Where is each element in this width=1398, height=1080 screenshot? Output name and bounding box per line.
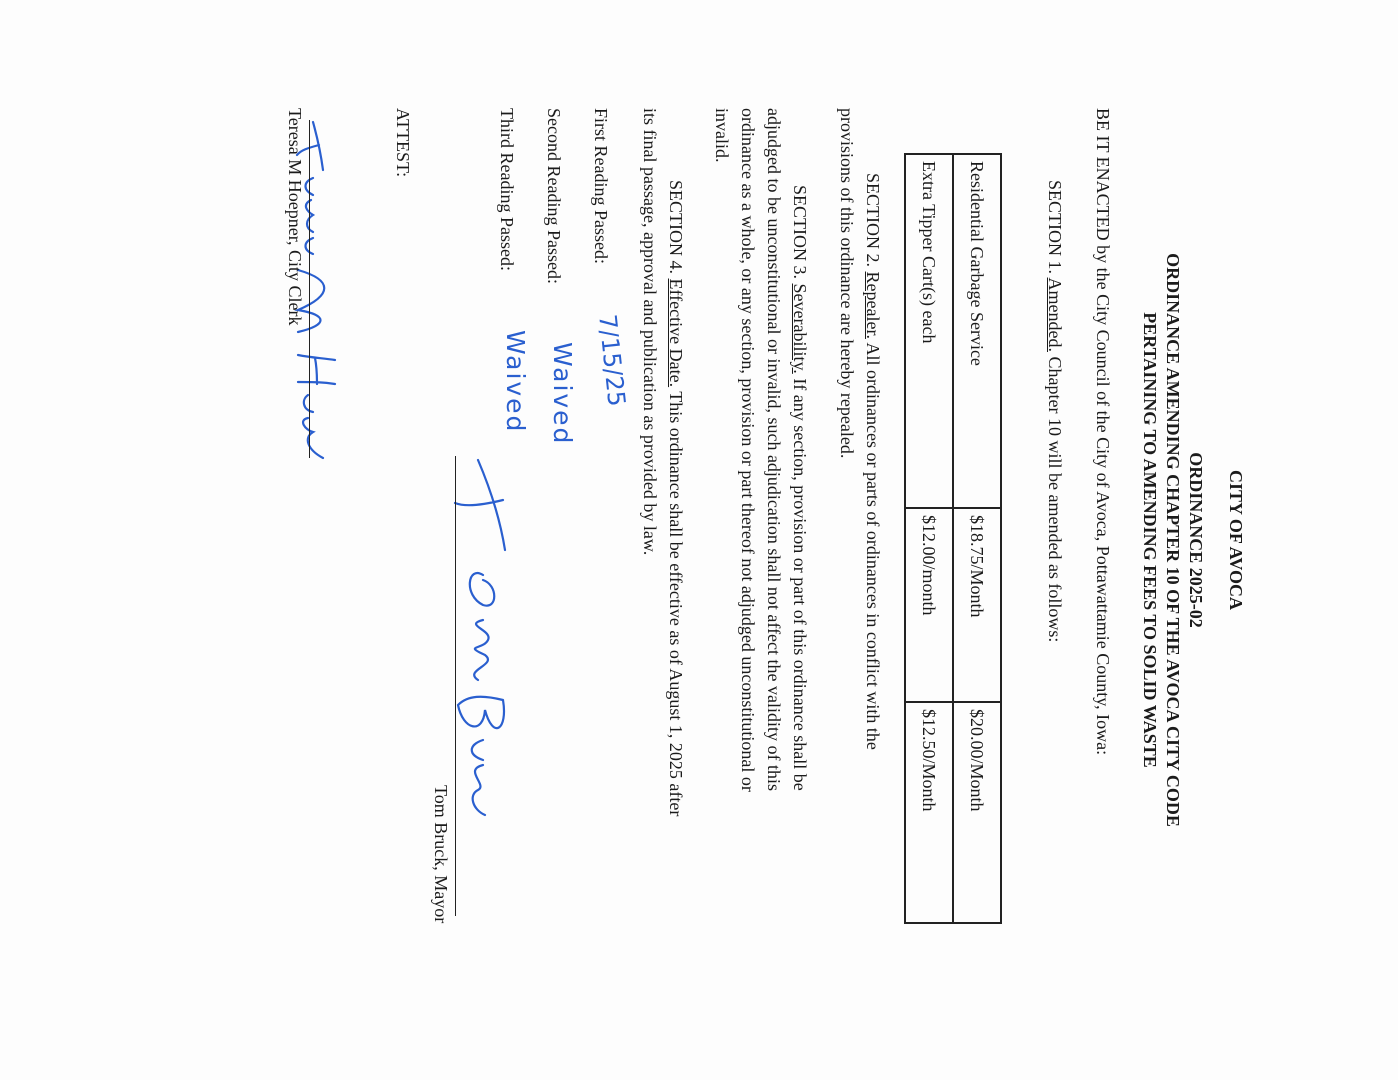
fee-old: $18.75/Month [953,508,1001,702]
section-4-label: SECTION 4. [666,180,686,274]
first-reading-date: 7/15/25 [593,312,631,408]
fee-new: $20.00/Month [953,702,1001,923]
fee-old: $12.00/month [905,508,953,702]
section-4-heading: Effective Date. [666,278,686,388]
section-1-heading: Amended. [1045,277,1065,352]
section-3-label: SECTION 3. [790,185,810,279]
section-3-line-4: invalid. [712,108,732,163]
clerk-caption: Teresa M Hoepner, City Clerk [285,108,305,326]
section-4 [663,180,689,816]
table-row [905,154,953,923]
section-3-line-1: If any section, provision or part of this ordinance shall be [790,378,810,791]
second-reading-label: Second Reading Passed: [544,108,564,284]
city-heading: CITY OF AVOCA [1226,470,1246,610]
section-3-line-2: adjudged to be unconstitutional or invalid, such adjudication shall not affect the validity of this [764,108,784,792]
table-row [953,154,1001,923]
mayor-caption: Tom Bruck, Mayor [431,785,451,924]
fee-table [904,153,1002,924]
section-2 [860,173,886,750]
section-1-text: Chapter 10 will be amended as follows: [1045,356,1065,643]
section-2-label: SECTION 2. [863,173,883,267]
section-2-heading: Repealer. [863,271,883,339]
clerk-signature-line [309,120,310,458]
fee-item: Extra Tipper Cart(s) each [905,154,953,508]
section-2-line-1: All ordinances or parts of ordinances in conflict with the [863,342,883,750]
section-1-label: SECTION 1. [1045,180,1065,274]
attest-label: ATTEST: [393,108,413,178]
first-reading-label: First Reading Passed: [591,108,611,264]
section-3-line-3: ordinance as a whole, or any section, provision or part thereof not adjudged unconstitutional or [738,108,758,792]
mayor-signature-drawing [453,455,513,825]
section-4-line-2: its final passage, approval and publication as provided by law. [640,108,660,556]
third-reading-label: Third Reading Passed: [497,108,517,271]
section-4-line-1: This ordinance shall be effective as of August 1, 2025 after [666,391,686,817]
section-2-line-2: provisions of this ordinance are hereby repealed. [837,108,857,459]
ordinance-title-line-1: ORDINANCE AMENDING CHAPTER 10 OF THE AVOCA CITY CODE [1163,253,1183,827]
fee-new: $12.50/Month [905,702,953,923]
ordinance-title-line-2: PERTAINING TO AMENDING FEES TO SOLID WASTE [1140,312,1160,768]
section-3 [787,185,813,791]
third-reading-value: Waived [501,330,530,434]
ordinance-number: ORDINANCE 2025-02 [1186,452,1206,628]
section-1 [1042,180,1068,642]
section-3-heading: Severability. [790,283,810,374]
mayor-signature-line [455,456,456,916]
fee-item: Residential Garbage Service [953,154,1001,508]
enacting-clause: BE IT ENACTED by the City Council of the City of Avoca, Pottawattamie County, Iowa: [1093,108,1113,756]
second-reading-value: Waived [548,342,577,446]
